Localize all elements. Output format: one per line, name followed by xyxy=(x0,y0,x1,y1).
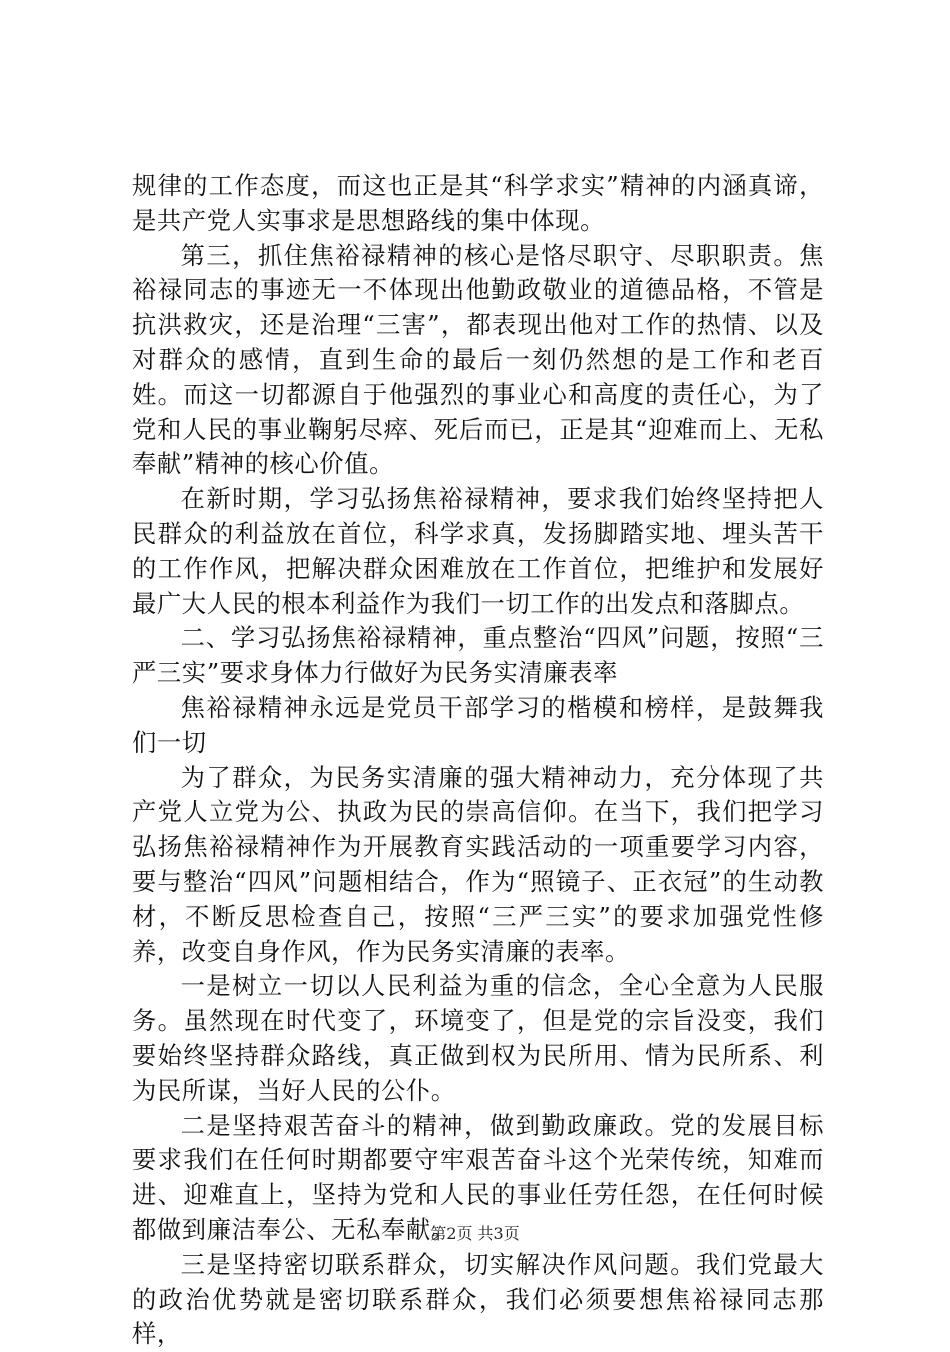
paragraph-8: 二是坚持艰苦奋斗的精神，做到勤政廉政。党的发展目标要求我们在任何时期都要守牢艰苦奋斗这个光荣传统，知难而进、迎难直上，坚持为党和人民的事业任劳任怨，在任何时候都做到廉洁奉公、无私奉献。 xyxy=(132,1110,824,1244)
paragraph-5: 焦裕禄精神永远是党员干部学习的楷模和榜样，是鼓舞我们一切 xyxy=(132,692,824,757)
paragraph-9: 三是坚持密切联系群众，切实解决作风问题。我们党最大的政治优势就是密切联系群众，我们必须要想焦裕禄同志那样， xyxy=(132,1249,824,1349)
paragraph-6: 为了群众，为民务实清廉的强大精神动力，充分体现了共产党人立党为公、执政为民的崇高信仰。在当下，我们把学习弘扬焦裕禄精神作为开展教育实践活动的一项重要学习内容，要与整治“四风”问题相结合，作为“照镜子、正衣冠”的生动教材，不断反思检查自己，按照“三严三实”的要求加强党性修养，改变自身作风，作为民务实清廉的表率。 xyxy=(132,762,824,966)
page-number-footer: 第2页 共3页 xyxy=(430,1224,520,1243)
paragraph-7: 一是树立一切以人民利益为重的信念，全心全意为人民服务。虽然现在时代变了，环境变了，但是党的宗旨没变，我们要始终坚持群众路线，真正做到权为民所用、情为民所系、利为民所谋，当好人民的公仆。 xyxy=(132,971,824,1105)
document-body xyxy=(132,169,824,1352)
section-heading-2: 二、学习弘扬焦裕禄精神，重点整治“四风”问题，按照“三严三实”要求身体力行做好为民务实清廉表率 xyxy=(132,623,824,688)
paragraph-2: 第三，抓住焦裕禄精神的核心是恪尽职守、尽职职责。焦裕禄同志的事迹无一不体现出他勤政敬业的道德品格，不管是抗洪救灾，还是治理“三害”，都表现出他对工作的热情、以及对群众的感情，直到生命的最后一刻仍然想的是工作和老百姓。而这一切都源自于他强烈的事业心和高度的责任心，为了党和人民的事业鞠躬尽瘁、死后而已，正是其“迎难而上、无私奉献”精神的核心价值。 xyxy=(132,240,824,479)
paragraph-3: 在新时期，学习弘扬焦裕禄精神，要求我们始终坚持把人民群众的利益放在首位，科学求真，发扬脚踏实地、埋头苦干的工作作风，把解决群众困难放在工作首位，把维护和发展好最广大人民的根本利益作为我们一切工作的出发点和落脚点。 xyxy=(132,484,824,618)
paragraph-1: 规律的工作态度，而这也正是其“科学求实”精神的内涵真谛，是共产党人实事求是思想路线的集中体现。 xyxy=(132,171,824,235)
